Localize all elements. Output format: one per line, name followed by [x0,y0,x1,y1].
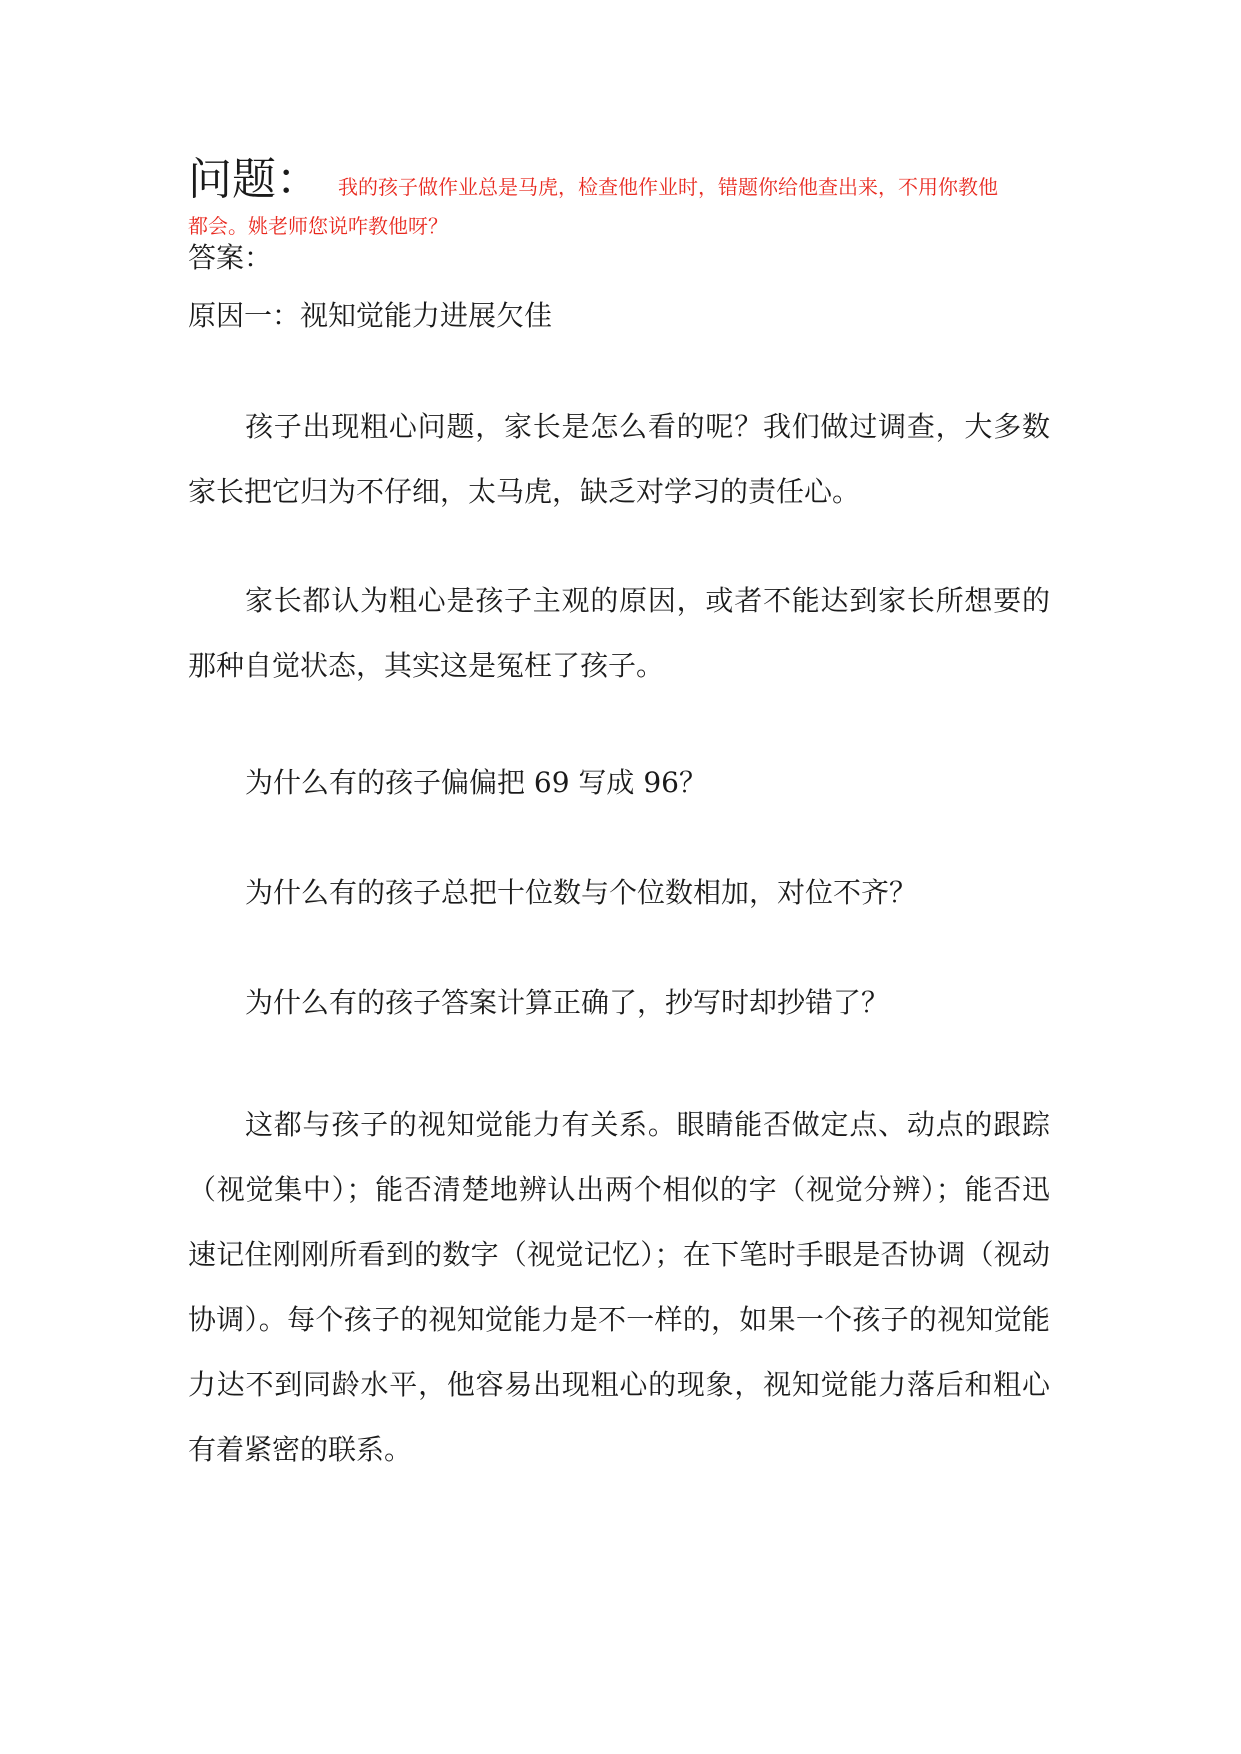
question-item-2: 为什么有的孩子总把十位数与个位数相加，对位不齐？ [245,876,918,909]
question-item-3: 为什么有的孩子答案计算正确了，抄写时却抄错了？ [245,986,890,1019]
question-block [188,150,1048,240]
question-label: 问题： [188,154,320,205]
question-line [188,150,1048,210]
answer-label: 答案： [188,241,273,274]
question-text-line1: 我的孩子做作业总是马虎，检查他作业时，错题你给他查出来，不用你教他 [338,175,998,199]
paragraph-1: 孩子出现粗心问题，家长是怎么看的呢？我们做过调查，大多数家长把它归为不仔细，太马虎，缺乏对学习的责任心。 [188,410,1050,508]
question-text-line2: 都会。姚老师您说咋教他呀？ [188,214,448,238]
paragraph-2: 家长都认为粗心是孩子主观的原因，或者不能达到家长所想要的那种自觉状态，其实这是冤枉了孩子。 [188,584,1050,682]
reason-heading: 原因一：视知觉能力进展欠佳 [188,299,553,332]
question-item-1: 为什么有的孩子偏偏把 69 写成 96？ [245,766,707,799]
conclusion-paragraph: 这都与孩子的视知觉能力有关系。眼睛能否做定点、动点的跟踪（视觉集中）；能否清楚地辨认出两个相似的字（视觉分辨）；能否迅速记住刚刚所看到的数字（视觉记忆）；在下笔时手眼是否协调（视动协调）。每个孩子的视知觉能力是不一样的，如果一个孩子的视知觉能力达不到同龄水平，他容易出现粗心的现象，视知觉能力落后和粗心有着紧密的联系。 [188,1108,1050,1466]
